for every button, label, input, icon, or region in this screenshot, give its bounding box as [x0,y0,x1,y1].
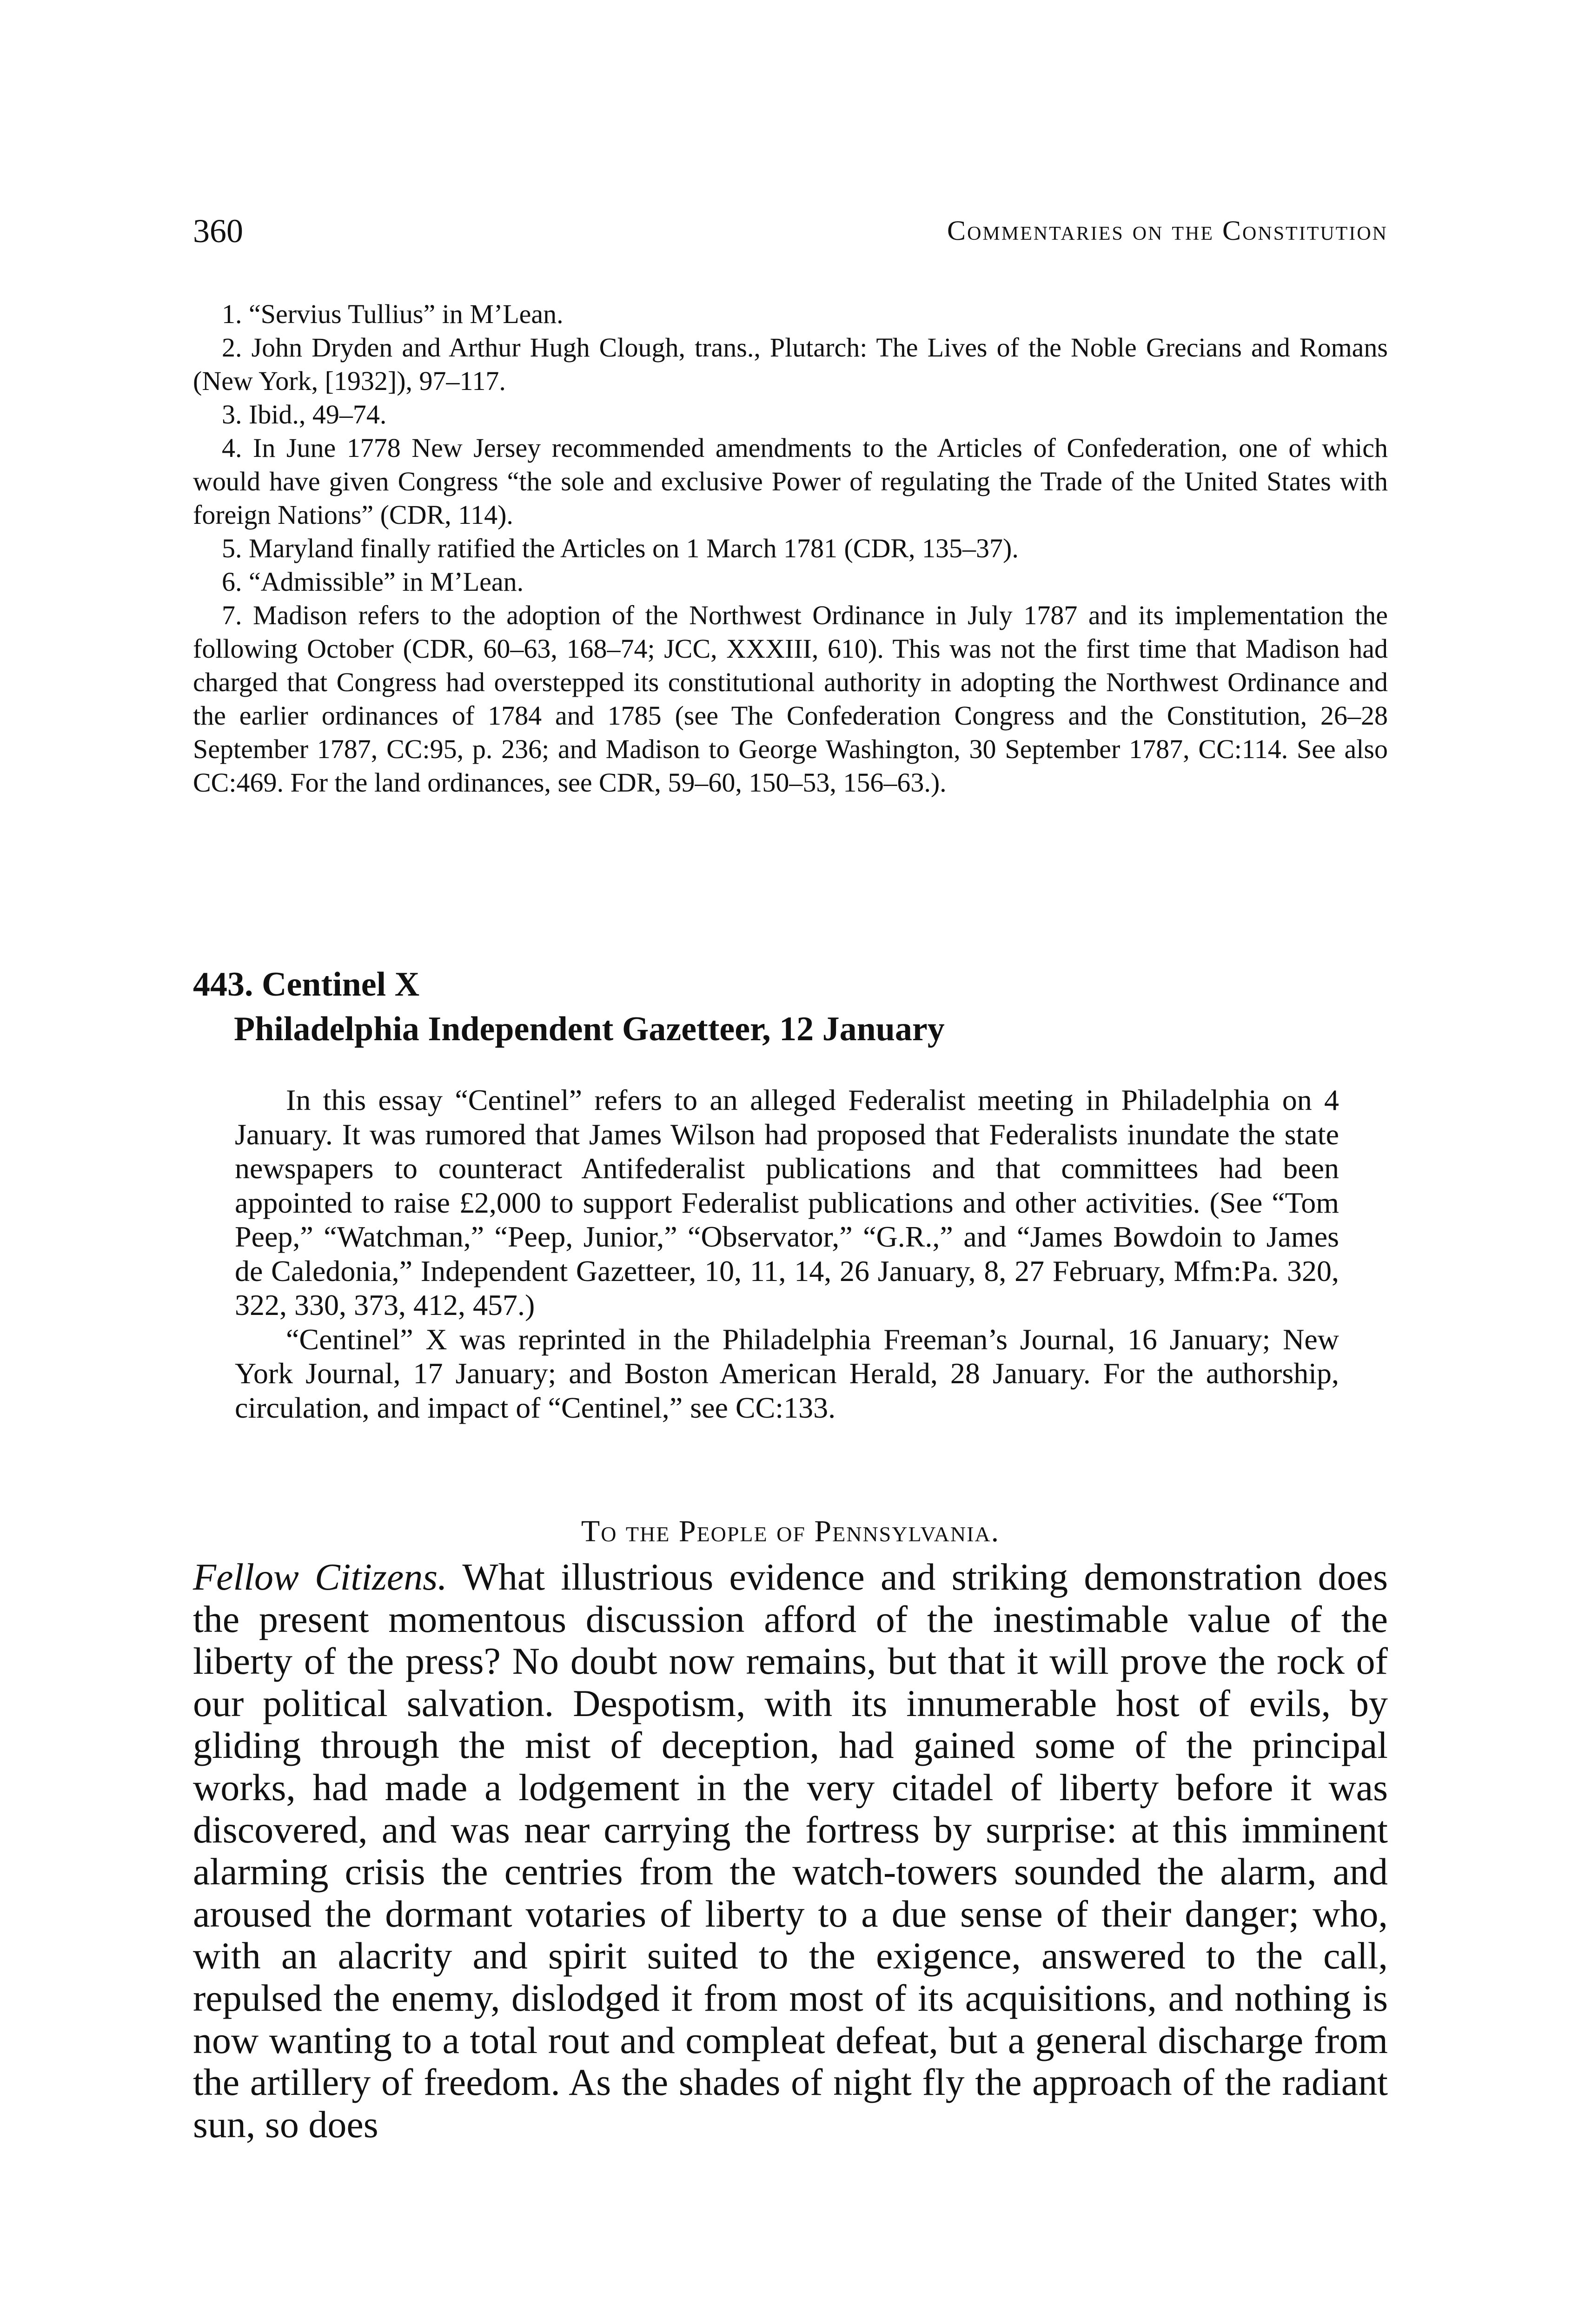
essay-greeting: Fellow Citizens. [193,1556,447,1598]
editorial-headnote [235,1083,1339,1425]
essay-text [193,1556,1388,2146]
endnote: 5. Maryland finally ratified the Articles on 1 March 1781 (CDR, 135–37). [222,533,1019,563]
endnote: 7. Madison refers to the adoption of the Northwest Ordinance in July 1787 and its implementation the following October (CDR, 60–63, 168–74; JCC, XXXIII, 610). This was not the first time that Madison had charged that Congress had overstepped its constitutional authority in adopting the Northwest Ordinance and the earlier ordinances of 1784 and 1785 (see The Confederation Congress and the Constitution, 26–28 September 1787, CC:95, p. 236; and Madison to George Washington, 30 September 1787, CC:114. See also CC:469. For the land ordinances, see CDR, 59–60, 150–53, 156–63.). [193,600,1388,798]
endnote: 6. “Admissible” in M’Lean. [222,567,524,597]
document-source: Philadelphia Independent Gazetteer, 12 January [234,1010,945,1048]
salutation: To the People of Pennsylvania. [581,1514,1000,1548]
page-header [193,212,1388,258]
essay-body: What illustrious evidence and striking demonstration does the present momentous discussion afford of the inestimable value of the liberty of the press? No doubt now remains, but that it will prove the rock of our political salvation. Despotism, with its innumerable host of evils, by gliding through the mist of deception, had gained some of the principal works, had made a lodgement in the very citadel of liberty before it was discovered, and was near carrying the fortress by surprise: at this imminent alarming crisis the centries from the watch-towers sounded the alarm, and aroused the dormant votaries of liberty to a due sense of their danger; who, with an alacrity and spirit suited to the exigence, answered to the call, repulsed the enemy, dislodged it from most of its acquisitions, and nothing is now wanting to a total rout and compleat defeat, but a general discharge from the artillery of freedom. As the shades of night fly the approach of the radiant sun, so does [193,1556,1388,2146]
endnote: 4. In June 1778 New Jersey recommended amendments to the Articles of Confederation, one of which would have given Congress “the sole and exclusive Power of regulating the Trade of the United States with foreign Nations” (CDR, 114). [193,433,1388,530]
endnote: 1. “Servius Tullius” in M’Lean. [222,299,564,329]
document-heading [193,962,1388,1051]
headnote-paragraph: In this essay “Centinel” refers to an alleged Federalist meeting in Philadelphia on 4 January. It was rumored that James Wilson had proposed that Federalists inundate the state newspapers to counteract Antifederalist publications and that committees had been appointed to raise £2,000 to support Federalist publications and other activities. (See “Tom Peep,” “Watchman,” “Peep, Junior,” “Observator,” “G.R.,” and “James Bowdoin to James de Caledonia,” Independent Gazetteer, 10, 11, 14, 26 January, 8, 27 February, Mfm:Pa. 320, 322, 330, 373, 412, 457.) [235,1083,1339,1321]
headnote-paragraph: “Centinel” X was reprinted in the Philadelphia Freeman’s Journal, 16 January; New York Journal, 17 January; and Boston American Herald, 28 January. For the authorship, circulation, and impact of “Centinel,” see CC:133. [235,1322,1339,1424]
endnote: 3. Ibid., 49–74. [222,399,387,429]
document-title: 443. Centinel X [193,965,420,1004]
page-number: 360 [193,212,243,250]
endnote: 2. John Dryden and Arthur Hugh Clough, trans., Plutarch: The Lives of the Noble Grecians and Romans (New York, [1932]), 97–117. [193,332,1388,396]
running-head: Commentaries on the Constitution [947,215,1388,246]
endnotes [193,297,1388,799]
essay-paragraph [193,1556,1388,2146]
